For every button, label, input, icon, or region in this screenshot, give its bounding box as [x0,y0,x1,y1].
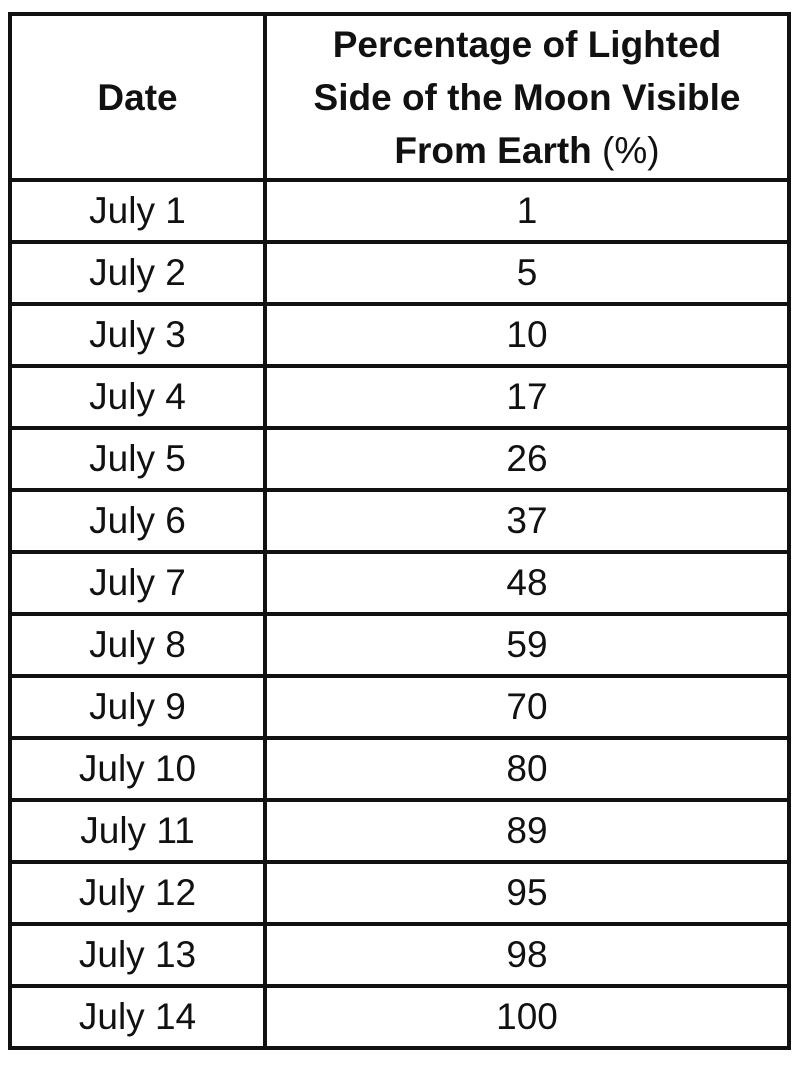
percentage-cell: 95 [265,862,789,924]
date-cell: July 11 [10,800,265,862]
percentage-cell: 1 [265,180,789,242]
percentage-cell: 5 [265,242,789,304]
table-row [10,862,789,924]
date-cell: July 6 [10,490,265,552]
table-row [10,490,789,552]
header-percentage-line1: Percentage of Lighted [332,23,722,65]
percentage-cell: 59 [265,614,789,676]
table-row [10,242,789,304]
date-cell: July 4 [10,366,265,428]
date-cell: July 1 [10,180,265,242]
percentage-cell: 89 [265,800,789,862]
date-cell: July 13 [10,924,265,986]
percentage-cell: 10 [265,304,789,366]
percentage-cell: 37 [265,490,789,552]
date-cell: July 12 [10,862,265,924]
table-row [10,676,789,738]
header-date [10,14,265,180]
table-row [10,180,789,242]
date-cell: July 7 [10,552,265,614]
percentage-cell: 100 [265,986,789,1048]
moon-visibility-table [8,12,791,1050]
table-row [10,986,789,1048]
table-row [10,800,789,862]
date-cell: July 8 [10,614,265,676]
date-cell: July 14 [10,986,265,1048]
percentage-cell: 80 [265,738,789,800]
date-cell: July 5 [10,428,265,490]
header-date-label: Date [97,76,178,118]
percentage-cell: 48 [265,552,789,614]
header-percentage-unit: (%) [602,129,660,171]
header-row [10,14,789,180]
percentage-cell: 98 [265,924,789,986]
table-row [10,738,789,800]
table-row [10,552,789,614]
table-header [10,14,789,180]
table-row [10,304,789,366]
percentage-cell: 17 [265,366,789,428]
header-percentage [265,14,789,180]
header-percentage-line2: Side of the Moon Visible [313,76,741,118]
date-cell: July 9 [10,676,265,738]
header-percentage-line3: From Earth [394,129,592,171]
date-cell: July 10 [10,738,265,800]
date-cell: July 2 [10,242,265,304]
table-row [10,366,789,428]
percentage-cell: 26 [265,428,789,490]
percentage-cell: 70 [265,676,789,738]
table-row [10,614,789,676]
table-row [10,428,789,490]
date-cell: July 3 [10,304,265,366]
table-row [10,924,789,986]
table-body [10,180,789,1048]
